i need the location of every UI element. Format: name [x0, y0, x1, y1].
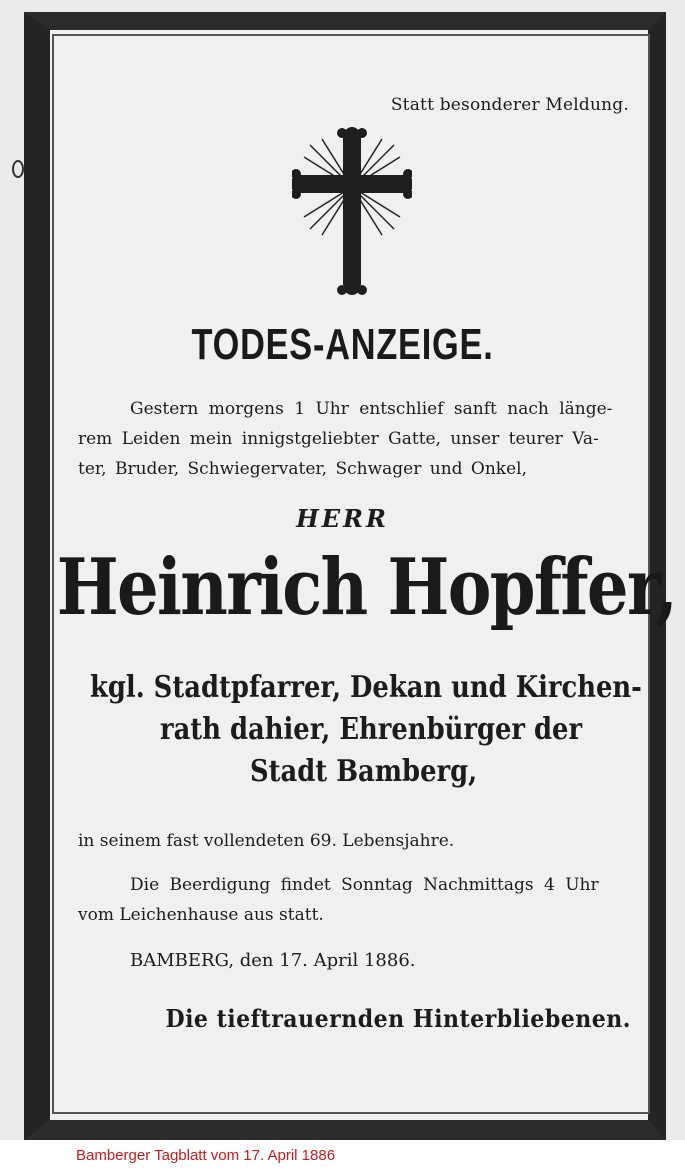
honorific: HERR: [296, 504, 389, 533]
position-line: Stadt Bamberg,: [250, 754, 478, 789]
funeral-line: Die Beerdigung findet Sonntag Nachmittags 4 Uhr: [130, 875, 599, 895]
deceased-name: Heinrich Hopffer,: [56, 542, 677, 633]
cross-icon: [292, 127, 412, 301]
paragraph-line: ter, Bruder, Schwiegervater, Schwager und Onkel,: [78, 459, 528, 479]
paragraph-line: Gestern morgens 1 Uhr entschlief sanft nach länge-: [130, 399, 613, 419]
intro-line: Statt besonderer Meldung.: [390, 95, 629, 115]
position-line: kgl. Stadtpfarrer, Dekan und Kirchen-: [90, 670, 642, 705]
paragraph-line: rem Leiden mein innigstgeliebter Gatte, unser teurer Va-: [78, 429, 599, 449]
place-date: BAMBERG, den 17. April 1886.: [130, 950, 416, 971]
funeral-line: vom Leichenhause aus statt.: [78, 905, 324, 925]
signature: Die tieftrauernden Hinterbliebenen.: [165, 1004, 631, 1033]
notice-title: TODES-ANZEIGE.: [191, 320, 494, 369]
age-line: in seinem fast vollendeten 69. Lebensjahre.: [78, 831, 455, 851]
page-edge-mark: [12, 160, 24, 178]
source-caption: Bamberger Tagblatt vom 17. April 1886: [76, 1147, 336, 1164]
position-line: rath dahier, Ehrenbürger der: [160, 712, 583, 747]
